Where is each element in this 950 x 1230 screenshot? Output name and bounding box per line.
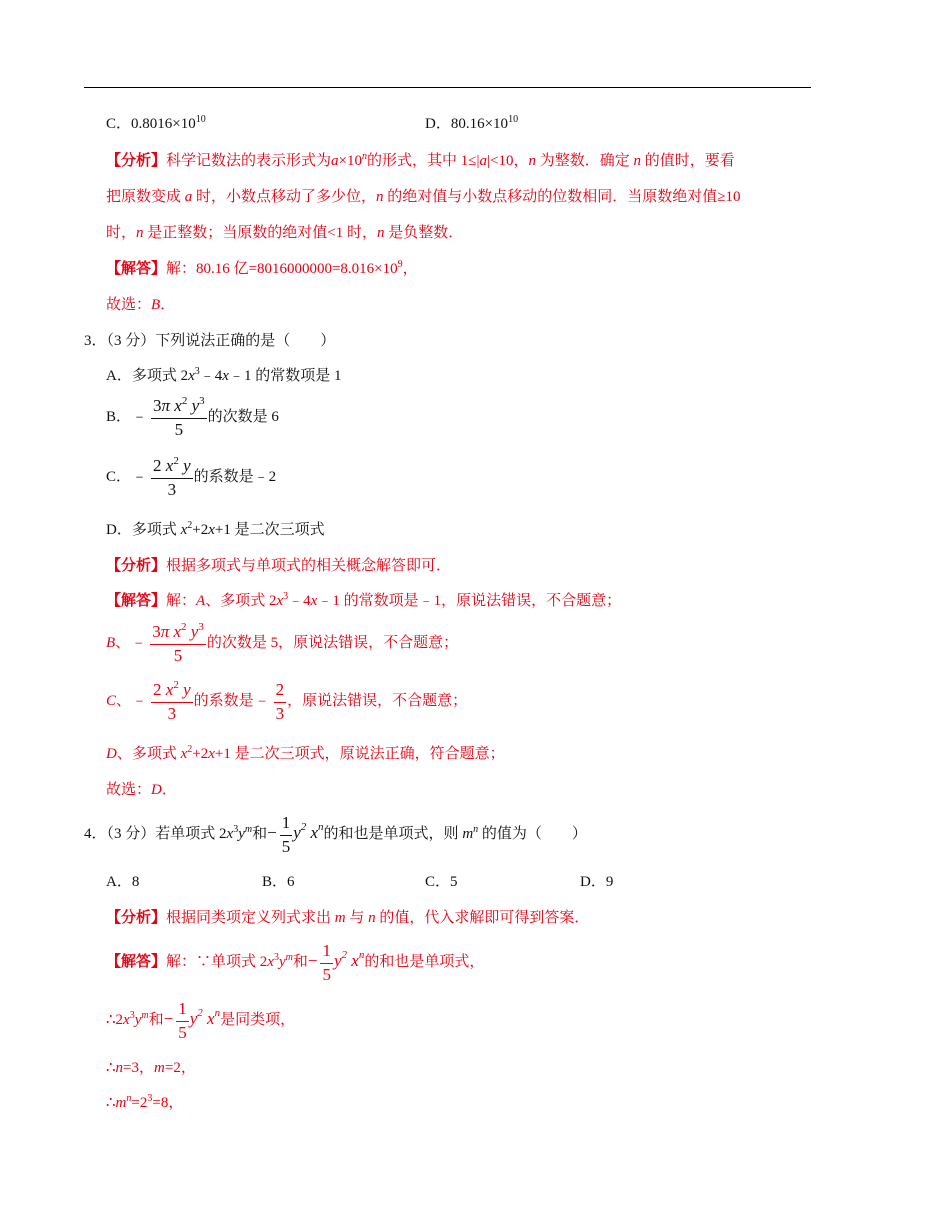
q4-option-d: D．9: [580, 874, 614, 890]
q3-solution-a: 【解答】解：A、多项式 $2x^3﹣4x﹣1$ 的常数项是﹣1，原说法错误，不合题意；: [106, 591, 622, 609]
q4-solution-1: 【解答】解：∵单项式 $2x^3y^m$和− $\frac{1}{5}$ $y^2$ $x^n$的和也是单项式，: [106, 941, 485, 984]
q3-analysis: 【分析】根据多项式与单项式的相关概念解答即可．: [106, 558, 452, 574]
header-rule: [84, 87, 811, 88]
fraction: $\frac{3\pi x^2 y^3}{5}$: [152, 621, 204, 665]
q4-solution-3: ∴n=3，m=2，: [106, 1060, 196, 1076]
q4-solution-2: $\therefore 2x^3y^m$和− $\frac{1}{5}$ $y^2$ $x^n$是同类项，: [106, 999, 296, 1042]
q2-analysis-line2: 把原数变成 a 时，小数点移动了多少位，n 的绝对值与小数点移动的位数相同．当原数绝对值≥10: [106, 189, 741, 205]
q4-stem: 4．（3 分）若单项式 $2x^3y^m$和− $\frac{1}{5}$ $y^2$ $x^n$的和也是单项式，则 $m^n$ 的值为（ ）: [84, 813, 587, 856]
q4-option-b: B．6: [262, 874, 295, 890]
fraction: $\frac{2 x^2 y}{3}$: [153, 679, 191, 723]
q3-option-b: B．﹣ $\frac{3\pi x^2 y^3}{5}$ 的次数是 6: [106, 395, 279, 439]
q2-analysis-line1: 【分析】科学记数法的表示形式为$a\times 10^n$的形式，其中 1≤|a|<10，n 为整数．确定 n 的值时，要看: [106, 151, 735, 169]
q3-option-a: A．多项式 $2x^3﹣4x﹣1$ 的常数项是 1: [106, 366, 342, 384]
fraction: $\frac{2}{3}$: [275, 680, 285, 723]
q4-option-c: C．5: [425, 874, 458, 890]
q4-solution-4: $\therefore m^n=2^3=8$，: [106, 1093, 184, 1111]
option-c: C．$0.8016\times 10^{10}$: [106, 114, 206, 132]
q4-option-a: A．8: [106, 874, 140, 890]
q3-stem: 3．（3 分）下列说法正确的是（ ）: [84, 333, 336, 349]
q3-option-d: D．多项式 $x^2+2x+1$ 是二次三项式: [106, 520, 325, 538]
q3-option-c: C．﹣ $\frac{2 x^2 y}{3}$ 的系数是﹣2: [106, 455, 277, 499]
fraction: $\frac{1}{5}$: [281, 813, 291, 856]
q4-analysis: 【分析】根据同类项定义列式求出 m 与 n 的值，代入求解即可得到答案．: [106, 910, 590, 926]
q2-solution: 【解答】解：80.16 亿$=8016000000=8.016\times 10^9$，: [106, 259, 418, 277]
fraction: $\frac{1}{5}$: [178, 999, 187, 1042]
fraction: $\frac{3\pi x^2 y^3}{5}$: [153, 395, 205, 439]
fraction: $\frac{2 x^2 y}{3}$: [153, 455, 191, 499]
option-d: D．$80.16\times 10^{10}$: [425, 114, 519, 132]
q3-solution-d: D、多项式 $x^2+2x+1$ 是二次三项式，原说法正确，符合题意；: [106, 744, 505, 762]
q3-solution-c: C、﹣ $\frac{2 x^2 y}{3}$ 的系数是﹣ $\frac{2}{3}$ ，原说法错误，不合题意；: [106, 679, 468, 723]
fraction: $\frac{1}{5}$: [322, 941, 331, 984]
q2-analysis-line3: 时，n 是正整数；当原数的绝对值<1 时，n 是负整数．: [106, 225, 464, 241]
q3-solution-b: B、﹣ $\frac{3\pi x^2 y^3}{5}$ 的次数是 5，原说法错误，不合题意；: [106, 621, 459, 665]
q2-choice: 故选：B．: [106, 297, 176, 313]
q3-choice: 故选：D．: [106, 782, 177, 798]
